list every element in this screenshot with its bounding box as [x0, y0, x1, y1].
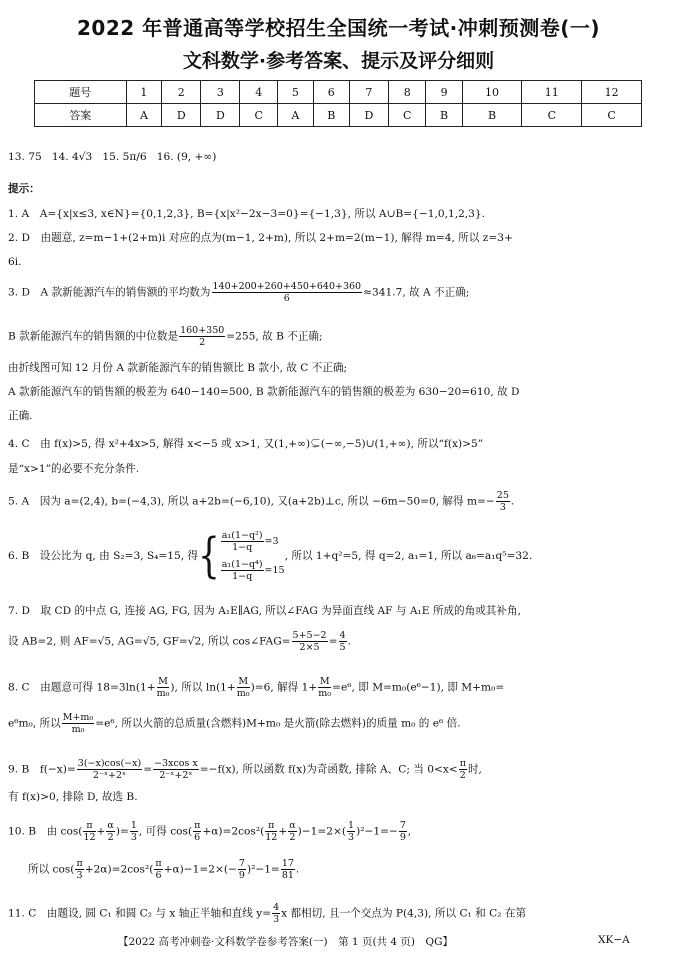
answer-cell: B — [462, 104, 522, 127]
answer-cell: C — [522, 104, 582, 127]
denominator: 9 — [399, 832, 406, 843]
text: =e⁶, 即 M=m₀(e⁶−1), 即 M+m₀= — [332, 681, 505, 694]
denominator: m₀ — [318, 688, 332, 699]
numerator: 3(−x)cos(−x) — [77, 758, 142, 769]
text: )²−1= — [246, 863, 280, 876]
hint-3-line-1 — [8, 281, 469, 304]
text: =15 — [264, 565, 285, 576]
answer-cell: B — [313, 104, 349, 127]
denominator: 2×5 — [299, 642, 320, 653]
text: 3. D A 款新能源汽车的销售额的平均数为 — [8, 286, 211, 299]
numerator: 25 — [496, 490, 509, 501]
hint-7-line-2: 设 AB=2, 则 AF=√5, AG=√5, GF=√2, 所以 cos∠FAG= $\frac{5+5-2}{2\times 5}$ = $\frac{4}{5}$ . — [8, 630, 351, 653]
text: )²−1=− — [356, 825, 398, 838]
fraction — [272, 902, 280, 925]
answer-cell: D — [162, 104, 201, 127]
text: =e⁶, 所以火箭的总质量(含燃料)M+m₀ 是火箭(除去燃料)的质量 m₀ 的 e⁶ 倍. — [95, 717, 461, 730]
numerator: 5+5−2 — [292, 630, 327, 641]
numerator: 140+200+260+450+640+360 — [212, 281, 362, 292]
text: 设 AB=2, 则 AF=√5, AG=√5, GF=√2, 所以 cos∠FAG= — [8, 635, 291, 648]
fraction — [153, 758, 199, 781]
numerator: −3xcos x — [154, 758, 198, 769]
denominator: 2 — [107, 832, 114, 843]
hint-3-line-3: 由折线图可知 12 月份 A 款新能源汽车的销售额比 B 款小, 故 C 不正确; — [8, 362, 348, 374]
answer-row — [35, 104, 642, 127]
numerator: π — [265, 820, 277, 832]
text: +α)−1=2×(− — [163, 863, 237, 876]
fraction — [62, 712, 95, 735]
text: + — [278, 825, 288, 838]
fraction — [318, 676, 331, 699]
text: ≈341.7, 故 A 不正确; — [363, 286, 470, 299]
text: +2α)=2cos²( — [84, 863, 154, 876]
denominator: 2⁻ˣ+2ˣ — [92, 770, 127, 781]
hint-2-line-1: 2. D 由题意, z=m−1+(2+m)i 对应的点为(m−1, 2+m), 所以 2+m=2(m−1), 解得 m=4, 所以 z=3+ — [8, 232, 513, 244]
denominator: 2 — [199, 337, 206, 348]
numerator: M — [238, 676, 249, 687]
text: 时, — [467, 763, 482, 776]
fraction — [221, 559, 264, 582]
fill-in-answers — [8, 150, 216, 164]
row-label: 答案 — [35, 104, 127, 127]
numerator: M+m₀ — [62, 712, 94, 723]
fraction — [265, 820, 277, 843]
text: 8. C 由题意可得 18=3ln(1+ — [8, 681, 156, 694]
hint-8-line-2 — [8, 712, 461, 735]
denominator: 81 — [281, 870, 294, 881]
answer-16: 16. (9, +∞) — [156, 151, 217, 163]
answer-cell: D — [201, 104, 240, 127]
text: 11. C 由题设, 圆 C₁ 和圆 C₂ 与 x 轴正半轴和直线 y= — [8, 907, 272, 920]
numerator: 1 — [130, 820, 137, 831]
denominator: 3 — [76, 870, 83, 881]
answer-table — [34, 80, 642, 127]
question-number-cell: 12 — [582, 81, 642, 104]
hint-3-line-2 — [8, 325, 323, 348]
question-number-cell: 5 — [278, 81, 314, 104]
fraction — [459, 758, 467, 781]
text: )−1=2×( — [297, 825, 347, 838]
denominator: 9 — [238, 870, 245, 881]
denominator: 6 — [194, 832, 201, 843]
fraction — [347, 820, 355, 843]
fraction — [221, 530, 264, 553]
text: =255, 故 B 不正确; — [226, 330, 323, 343]
text: 10. B 由 cos( — [8, 825, 83, 838]
question-number-cell: 3 — [201, 81, 240, 104]
fraction — [496, 490, 510, 513]
numerator: α — [107, 820, 114, 831]
hint-2-line-2: 6i. — [8, 256, 22, 268]
question-number-cell: 2 — [162, 81, 201, 104]
answer-cell: A — [278, 104, 314, 127]
brace: { — [198, 528, 220, 584]
text: e⁶m₀, 所以 — [8, 717, 61, 730]
footer-info: 【2022 高考冲刺卷·文科数学卷参考答案(一) 第 1 页(共 4 页) QG】 — [118, 936, 453, 948]
footer-code: XK−A — [598, 934, 630, 946]
answer-cell: A — [126, 104, 162, 127]
fraction — [281, 858, 295, 881]
question-number-cell: 7 — [349, 81, 388, 104]
hint-11 — [8, 902, 526, 925]
numerator: π — [83, 820, 95, 832]
fraction — [212, 281, 363, 304]
numerator: M — [319, 676, 330, 687]
hint-9-line-2: 有 f(x)>0, 排除 D, 故选 B. — [8, 791, 138, 803]
question-number-cell: 9 — [426, 81, 462, 104]
text: + — [96, 825, 106, 838]
text: = — [328, 635, 338, 648]
numerator: π — [155, 858, 162, 869]
equation-system — [220, 530, 285, 582]
numerator: a₁(1−q⁴) — [221, 559, 263, 570]
fraction — [237, 676, 250, 699]
denominator: 1−q — [232, 542, 253, 553]
hint-5: 5. A 因为 a=(2,4), b=(−4,3), 所以 a+2b=(−6,10), 又(a+2b)⊥c, 所以 −6m−50=0, 解得 m=− $\frac{25}{3}$ . — [8, 490, 515, 513]
fraction — [193, 820, 201, 843]
answer-15: 15. 5π/6 — [102, 151, 147, 163]
denominator: 3 — [499, 502, 506, 513]
denominator: 3 — [348, 832, 355, 843]
question-number-cell: 8 — [388, 81, 426, 104]
text: )=6, 解得 1+ — [250, 681, 318, 694]
text: +α)=2cos²( — [202, 825, 265, 838]
fraction — [83, 820, 95, 843]
exam-subtitle: 文科数学·参考答案、提示及评分细则 — [182, 50, 495, 72]
question-number-cell: 10 — [462, 81, 522, 104]
answer-cell: C — [388, 104, 426, 127]
numerator: 7 — [399, 820, 406, 831]
fraction — [292, 630, 328, 653]
question-number-cell: 4 — [240, 81, 278, 104]
fraction — [399, 820, 407, 843]
denominator: m₀ — [236, 688, 250, 699]
denominator: 6 — [283, 293, 290, 304]
numerator: 160+350 — [180, 325, 225, 336]
denominator: 3 — [273, 914, 280, 925]
denominator: 3 — [130, 832, 137, 843]
text: ), 所以 ln(1+ — [170, 681, 236, 694]
numerator: α — [289, 820, 296, 831]
hint-10-line-2: 所以 cos( $\frac{\pi}{3}$ +2α)=2cos²( $\frac{\pi}{6}$ +α)−1=2×(− $\frac{7}{9}$ )²−1= $\frac{17}{81}$ . — [28, 858, 300, 881]
hint-3-line-4: A 款新能源汽车的销售额的极差为 640−140=500, B 款新能源汽车的销售额的极差为 630−20=610, 故 D — [8, 386, 520, 398]
denominator: 12 — [265, 832, 278, 843]
text: )= — [115, 825, 129, 838]
hint-6 — [8, 530, 532, 582]
hint-4-line-1: 4. C 由 f(x)>5, 得 x²+4x>5, 解得 x<−5 或 x>1, 又(1,+∞)⊊(−∞,−5)∪(1,+∞), 所以“f(x)>5” — [8, 438, 484, 450]
text: =3 — [264, 536, 279, 547]
answer-cell: C — [582, 104, 642, 127]
fraction — [154, 858, 162, 881]
numerator: π — [76, 858, 83, 869]
row-label: 题号 — [35, 81, 127, 104]
text: 9. B f(−x)= — [8, 763, 76, 776]
fraction — [179, 325, 225, 348]
hint-1: 1. A A={x|x≤3, x∈N}={0,1,2,3}, B={x|x²−2x−3=0}={−1,3}, 所以 A∪B={−1,0,1,2,3}. — [8, 208, 486, 220]
fraction — [106, 820, 114, 843]
numerator: 4 — [339, 630, 346, 641]
text: x 都相切, 且一个交点为 P(4,3), 所以 C₁ 和 C₂ 在第 — [281, 907, 527, 920]
text: B 款新能源汽车的销售额的中位数是 — [8, 330, 179, 343]
fraction — [77, 758, 142, 781]
numerator: 7 — [238, 858, 245, 869]
denominator: 2 — [289, 832, 296, 843]
question-number-cell: 6 — [313, 81, 349, 104]
hint-8-line-1 — [8, 676, 504, 699]
denominator: 5 — [339, 642, 346, 653]
hint-10-line-1: 10. B 由 cos( $\frac{\pi}{12}$ + $\frac{\alpha}{2}$ )= $\frac{1}{3}$ , 可得 cos( $\frac{\pi}{6}$ +α)=2cos²( $\frac{\pi}{12}$ + $\frac{\alpha}{2}$ )−1=2×( $\frac{1}{3}$ )²−1=− $\frac{7}{9}$ , — [8, 820, 412, 843]
numerator: 1 — [348, 820, 355, 831]
fraction — [238, 858, 246, 881]
question-number-cell: 11 — [522, 81, 582, 104]
numerator: a₁(1−q²) — [221, 530, 263, 541]
fraction — [130, 820, 138, 843]
text: 6. B 设公比为 q, 由 S₂=3, S₄=15, 得 — [8, 550, 199, 562]
text: =−f(x), 所以函数 f(x)为奇函数, 排除 A、C; 当 0<x< — [199, 763, 458, 776]
fraction — [157, 676, 170, 699]
answer-cell: C — [240, 104, 278, 127]
hint-7-line-1: 7. D 取 CD 的中点 G, 连接 AG, FG, 因为 A₁E∥AG, 所以∠FAG 为异面直线 AF 与 A₁E 所成的角或其补角, — [8, 605, 521, 617]
denominator: 2⁻ˣ+2ˣ — [159, 770, 193, 781]
question-number-row — [35, 81, 642, 104]
answer-cell: D — [349, 104, 388, 127]
numerator: 17 — [281, 858, 294, 869]
fraction — [288, 820, 296, 843]
hint-4-line-2: 是“x>1”的必要不充分条件. — [8, 463, 140, 475]
numerator: M — [158, 676, 168, 687]
fraction — [339, 630, 347, 653]
text: 5. A 因为 a=(2,4), b=(−4,3), 所以 a+2b=(−6,10), 又(a+2b)⊥c, 所以 −6m−50=0, 解得 m=− — [8, 495, 495, 508]
fraction — [75, 858, 83, 881]
hints-heading: 提示： — [8, 183, 40, 195]
answer-14: 14. 4√3 — [51, 151, 93, 163]
denominator: 1−q — [232, 571, 253, 582]
hint-3-line-5: 正确. — [8, 410, 33, 422]
answer-cell: B — [426, 104, 462, 127]
numerator: π — [459, 758, 466, 769]
denominator: 6 — [155, 870, 162, 881]
answer-13: 13. 75 — [8, 151, 42, 163]
denominator: 12 — [83, 832, 96, 843]
text: , 可得 cos( — [138, 825, 193, 838]
text: , 所以 1+q²=5, 得 q=2, a₁=1, 所以 a₆=a₁q⁵=32. — [284, 550, 533, 562]
question-number-cell: 1 — [126, 81, 162, 104]
numerator: π — [194, 820, 201, 831]
text: 所以 cos( — [28, 863, 75, 876]
denominator: m₀ — [156, 688, 170, 699]
hint-9-line-1: 9. B f(−x)= $\frac{3(-x)\cos(-x)}{\text{2⁻ˣ+2ˣ}}$ = $\frac{\text{−3xcos x}}{\text{2⁻ˣ+2ˣ}}$ =−f(x), 所以函数 f(x)为奇函数, 排除 A、C; 当 0<x< $\frac{\pi}{2}$ 时, — [8, 758, 482, 781]
numerator: 4 — [273, 902, 280, 913]
denominator: 2 — [459, 770, 466, 781]
exam-title: 2022 年普通高等学校招生全国统一考试·冲刺预测卷(一) — [76, 16, 600, 40]
denominator: m₀ — [71, 724, 85, 735]
